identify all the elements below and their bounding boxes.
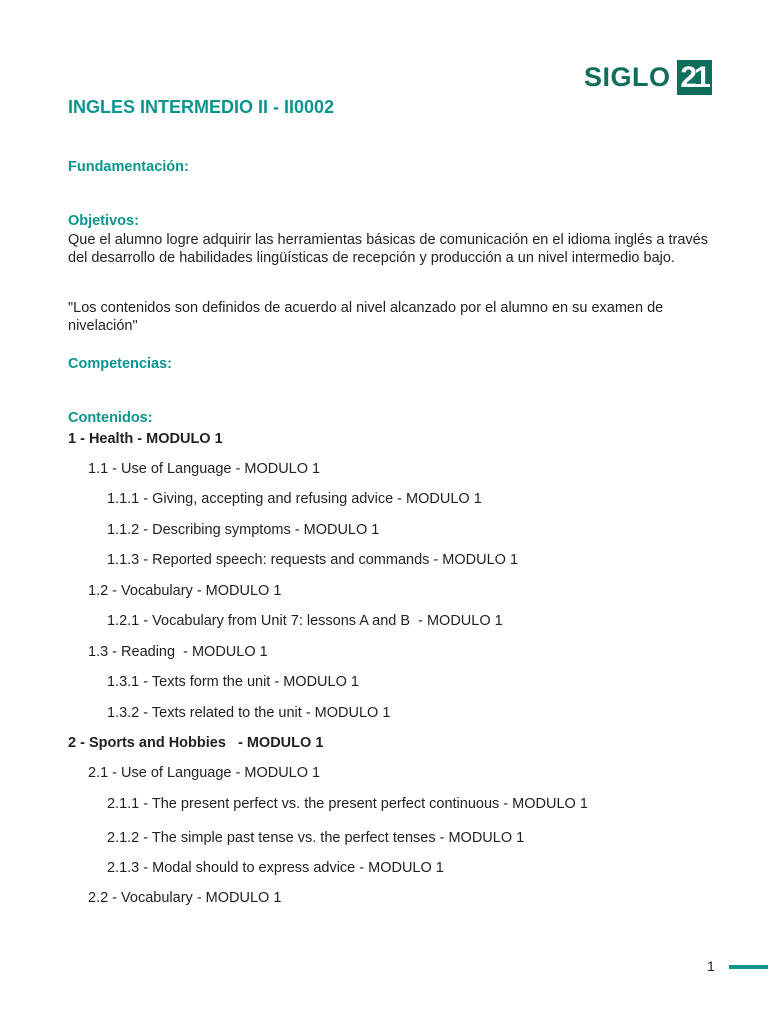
content-item: 2 - Sports and Hobbies - MODULO 1 (68, 735, 324, 751)
content-item: 2.1.3 - Modal should to express advice - MODULO 1 (107, 860, 444, 876)
document-title: INGLES INTERMEDIO II - II0002 (68, 97, 335, 117)
page-number: 1 (707, 958, 715, 974)
objetivos-text: Que el alumno logre adquirir las herramientas básicas de comunicación en el idioma inglés a través del desarrollo de habilidades lingüísticas de recepción y producción a un nivel intermedio bajo. (68, 232, 708, 266)
content-item: 2.1.2 - The simple past tense vs. the perfect tenses - MODULO 1 (107, 830, 525, 846)
siglo21-logo (584, 59, 712, 95)
competencias-heading: Competencias: (68, 356, 172, 372)
content-item: 2.2 - Vocabulary - MODULO 1 (88, 890, 282, 906)
nota-text: "Los contenidos son definidos de acuerdo al nivel alcanzado por el alumno en su examen de nivelación" (68, 300, 664, 334)
content-item: 1.1.1 - Giving, accepting and refusing advice - MODULO 1 (107, 491, 482, 507)
content-item: 1 - Health - MODULO 1 (68, 431, 223, 447)
content-item: 1.1.3 - Reported speech: requests and commands - MODULO 1 (107, 552, 519, 568)
contenidos-heading: Contenidos: (68, 410, 153, 426)
content-item: 1.1 - Use of Language - MODULO 1 (88, 461, 321, 477)
logo-number-box: 21 (677, 60, 712, 95)
fundamentacion-heading: Fundamentación: (68, 159, 189, 175)
page-number-bar (729, 965, 768, 969)
content-item: 2.1.1 - The present perfect vs. the present perfect continuous - MODULO 1 (107, 796, 588, 812)
content-item: 1.3 - Reading - MODULO 1 (88, 644, 268, 660)
objetivos-heading: Objetivos: (68, 213, 139, 229)
content-item: 1.2.1 - Vocabulary from Unit 7: lessons A and B - MODULO 1 (107, 613, 503, 629)
content-item: 1.3.2 - Texts related to the unit - MODULO 1 (107, 705, 391, 721)
content-item: 2.1 - Use of Language - MODULO 1 (88, 765, 321, 781)
content-item: 1.2 - Vocabulary - MODULO 1 (88, 583, 282, 599)
content-item: 1.1.2 - Describing symptoms - MODULO 1 (107, 522, 380, 538)
logo-text: SIGLO (584, 62, 671, 92)
content-item: 1.3.1 - Texts form the unit - MODULO 1 (107, 674, 359, 690)
